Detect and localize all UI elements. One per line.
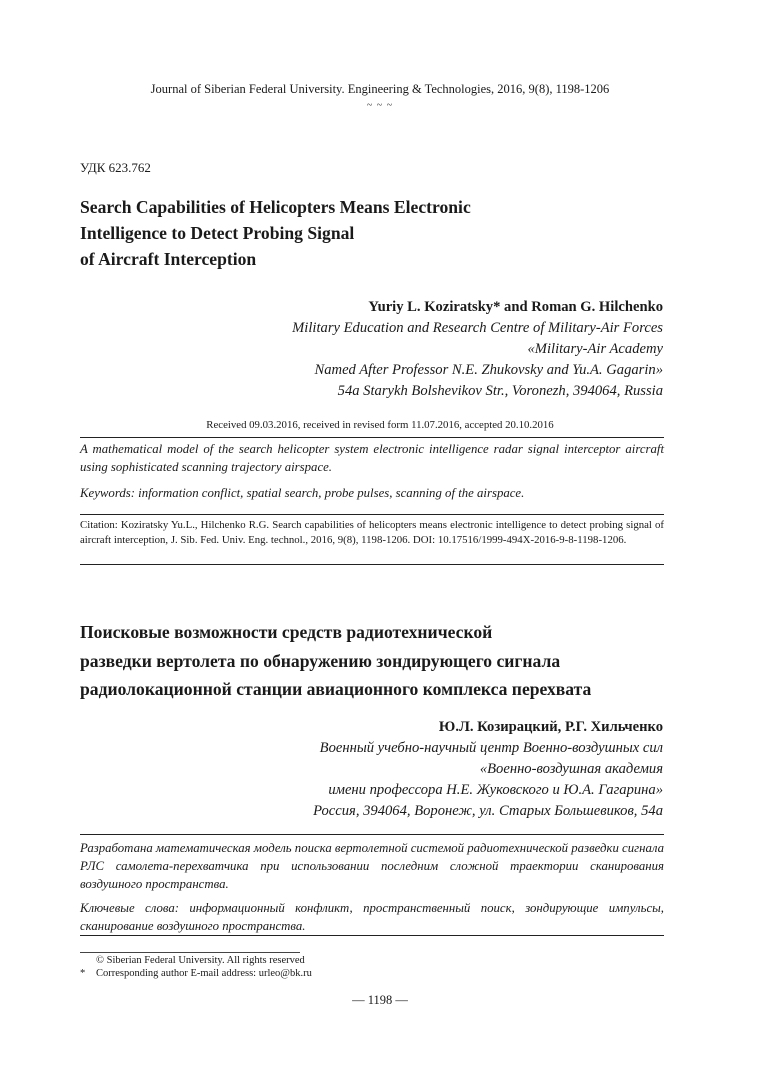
footnote-divider xyxy=(80,952,300,953)
english-abstract: A mathematical model of the search helicopter system electronic intelligence radar signal interceptor aircraft using sophisticated scanning trajectory airspace. xyxy=(80,442,664,474)
affiliation-line: «Военно-воздушная академия xyxy=(479,761,663,777)
journal-header: Journal of Siberian Federal University. Engineering & Technologies, 2016, 9(8), 1198-1206 xyxy=(150,82,610,96)
affiliation-line: «Military-Air Academy xyxy=(527,341,663,357)
russian-title-line: Поисковые возможности средств радиотехнической xyxy=(80,622,493,642)
english-keywords: Keywords: information conflict, spatial search, probe pulses, scanning of the airspace. xyxy=(80,486,525,500)
russian-authors: Ю.Л. Козирацкий, Р.Г. Хильченко xyxy=(438,719,663,735)
header-ornament: ~ ~ ~ xyxy=(366,100,394,111)
affiliation-line: Россия, 394064, Воронеж, ул. Старых Большевиков, 54а xyxy=(313,803,663,819)
affiliation-line: Военный учебно-научный центр Военно-воздушных сил xyxy=(319,740,663,756)
russian-title-line: разведки вертолета по обнаружению зондирующего сигнала xyxy=(80,650,561,671)
footnote-mark: * xyxy=(80,968,86,979)
copyright-footnote: © Siberian Federal University. All rights reserved xyxy=(96,955,305,966)
russian-title xyxy=(80,618,680,704)
corresponding-author: Corresponding author E-mail address: urleo@bk.ru xyxy=(96,968,312,979)
citation: Citation: Kozirаtsky Yu.L., Hilchenko R.G. Search capabilities of helicopters means electronic intelligence to detect probing signal of aircraft interception, J. Sib. Fed. Univ. Eng. technol., 2016, 9(8), 1198-1206. DOI: 10.17516/1999-494X-2016-9-8-1198-1206. xyxy=(80,519,664,546)
english-title-line: Intelligence to Detect Probing Signal xyxy=(80,223,355,243)
divider xyxy=(80,935,664,936)
divider xyxy=(80,514,664,515)
received-dates: Received 09.03.2016, received in revised form 11.07.2016, accepted 20.10.2016 xyxy=(206,419,554,431)
divider xyxy=(80,564,664,565)
russian-title-line: радиолокационной станции авиационного комплекса перехвата xyxy=(80,679,592,699)
affiliation-line: 54a Starykh Bolshevikov Str., Voronezh, 394064, Russia xyxy=(337,383,663,399)
divider xyxy=(80,437,664,438)
affiliation-line: имени профессора Н.Е. Жуковского и Ю.А. Гагарина» xyxy=(328,782,663,798)
affiliation-line: Military Education and Research Centre of Military-Air Forces xyxy=(292,320,663,336)
russian-abstract: Разработана математическая модель поиска вертолетной системой радиотехнической разведки сигнала РЛС самолета-перехватчика при использовании последним сложной траектории сканирования воздушного пространства. xyxy=(80,841,664,891)
divider xyxy=(80,834,664,835)
corresponding-footnote xyxy=(80,968,312,979)
russian-affiliation xyxy=(313,738,663,822)
russian-keywords: Ключевые слова: информационный конфликт, пространственный поиск, зондирующие импульсы, сканирование воздушного пространства. xyxy=(80,901,664,933)
affiliation-line: Named After Professor N.E. Zhukovsky and Yu.A. Gagarin» xyxy=(314,362,663,378)
english-authors: Yuriy L. Koziratsky* and Roman G. Hilchenko xyxy=(368,299,663,315)
page-number: — 1198 — xyxy=(352,993,408,1007)
english-title-line: Search Capabilities of Helicopters Means Electronic xyxy=(80,197,471,217)
english-affiliation xyxy=(292,318,663,402)
english-title xyxy=(80,194,640,272)
udk-code: УДК 623.762 xyxy=(80,160,151,175)
english-title-line: of Aircraft Interception xyxy=(80,249,257,269)
